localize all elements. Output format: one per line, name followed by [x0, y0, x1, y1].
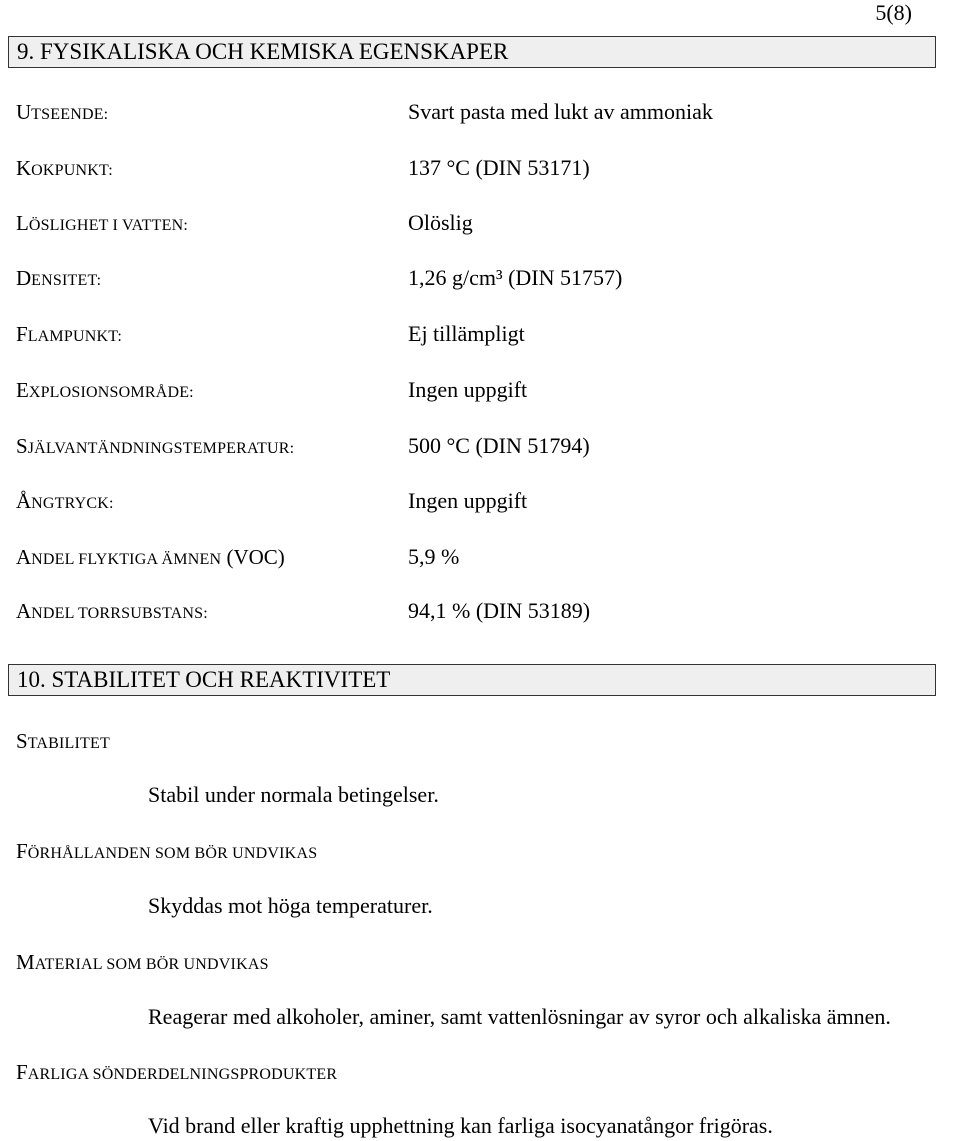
section-9-title: 9. FYSIKALISKA OCH KEMISKA EGENSKAPER — [17, 39, 509, 64]
property-value-torrsubstans: 94,1 % (DIN 53189) — [408, 598, 591, 623]
property-value-utseende: Svart pasta med lukt av ammoniak — [408, 99, 713, 124]
property-value-kokpunkt: 137 °C (DIN 53171) — [408, 155, 590, 180]
property-label-voc: ANDEL FLYKTIGA ÄMNEN (VOC) — [16, 545, 285, 569]
subsection-text-material: Reagerar med alkoholer, aminer, samt vattenlösningar av syror och alkaliska ämnen. — [148, 1004, 891, 1029]
property-label-flampunkt: FLAMPUNKT: — [16, 322, 123, 346]
property-label-utseende: UTSEENDE: — [16, 100, 109, 124]
property-label-angtryck: ÅNGTRYCK: — [16, 489, 114, 513]
property-value-angtryck: Ingen uppgift — [408, 488, 528, 513]
section-9-header — [8, 36, 936, 68]
subsection-heading-stabilitet: STABILITET — [16, 729, 110, 753]
property-label-kokpunkt: KOKPUNKT: — [16, 156, 113, 180]
section-10-title: 10. STABILITET OCH REAKTIVITET — [17, 667, 391, 692]
property-value-sjalvantandning: 500 °C (DIN 51794) — [408, 433, 590, 458]
property-label-sjalvantandning: SJÄLVANTÄNDNINGSTEMPERATUR: — [16, 434, 295, 458]
subsection-text-sonderdelning: Vid brand eller kraftig upphettning kan farliga isocyanatångor frigöras. — [148, 1113, 773, 1138]
property-value-densitet: 1,26 g/cm³ (DIN 51757) — [408, 265, 623, 290]
property-label-explosionsomrade: EXPLOSIONSOMRÅDE: — [16, 378, 194, 402]
property-label-densitet: DENSITET: — [16, 266, 102, 290]
property-value-flampunkt: Ej tillämpligt — [408, 321, 525, 346]
section-10-header — [8, 664, 936, 696]
subsection-text-forhallanden: Skyddas mot höga temperaturer. — [148, 893, 433, 918]
subsection-heading-forhallanden: FÖRHÅLLANDEN SOM BÖR UNDVIKAS — [16, 839, 318, 863]
subsection-heading-material: MATERIAL SOM BÖR UNDVIKAS — [16, 950, 269, 974]
subsection-heading-sonderdelning: FARLIGA SÖNDERDELNINGSPRODUKTER — [16, 1060, 338, 1084]
property-value-voc: 5,9 % — [408, 544, 460, 569]
property-label-torrsubstans: ANDEL TORRSUBSTANS: — [16, 599, 208, 623]
property-label-loslighet: LÖSLIGHET I VATTEN: — [16, 211, 188, 235]
page-number: 5(8) — [875, 0, 912, 25]
subsection-text-stabilitet: Stabil under normala betingelser. — [148, 782, 439, 807]
property-value-loslighet: Olöslig — [408, 210, 473, 235]
property-value-explosionsomrade: Ingen uppgift — [408, 377, 528, 402]
